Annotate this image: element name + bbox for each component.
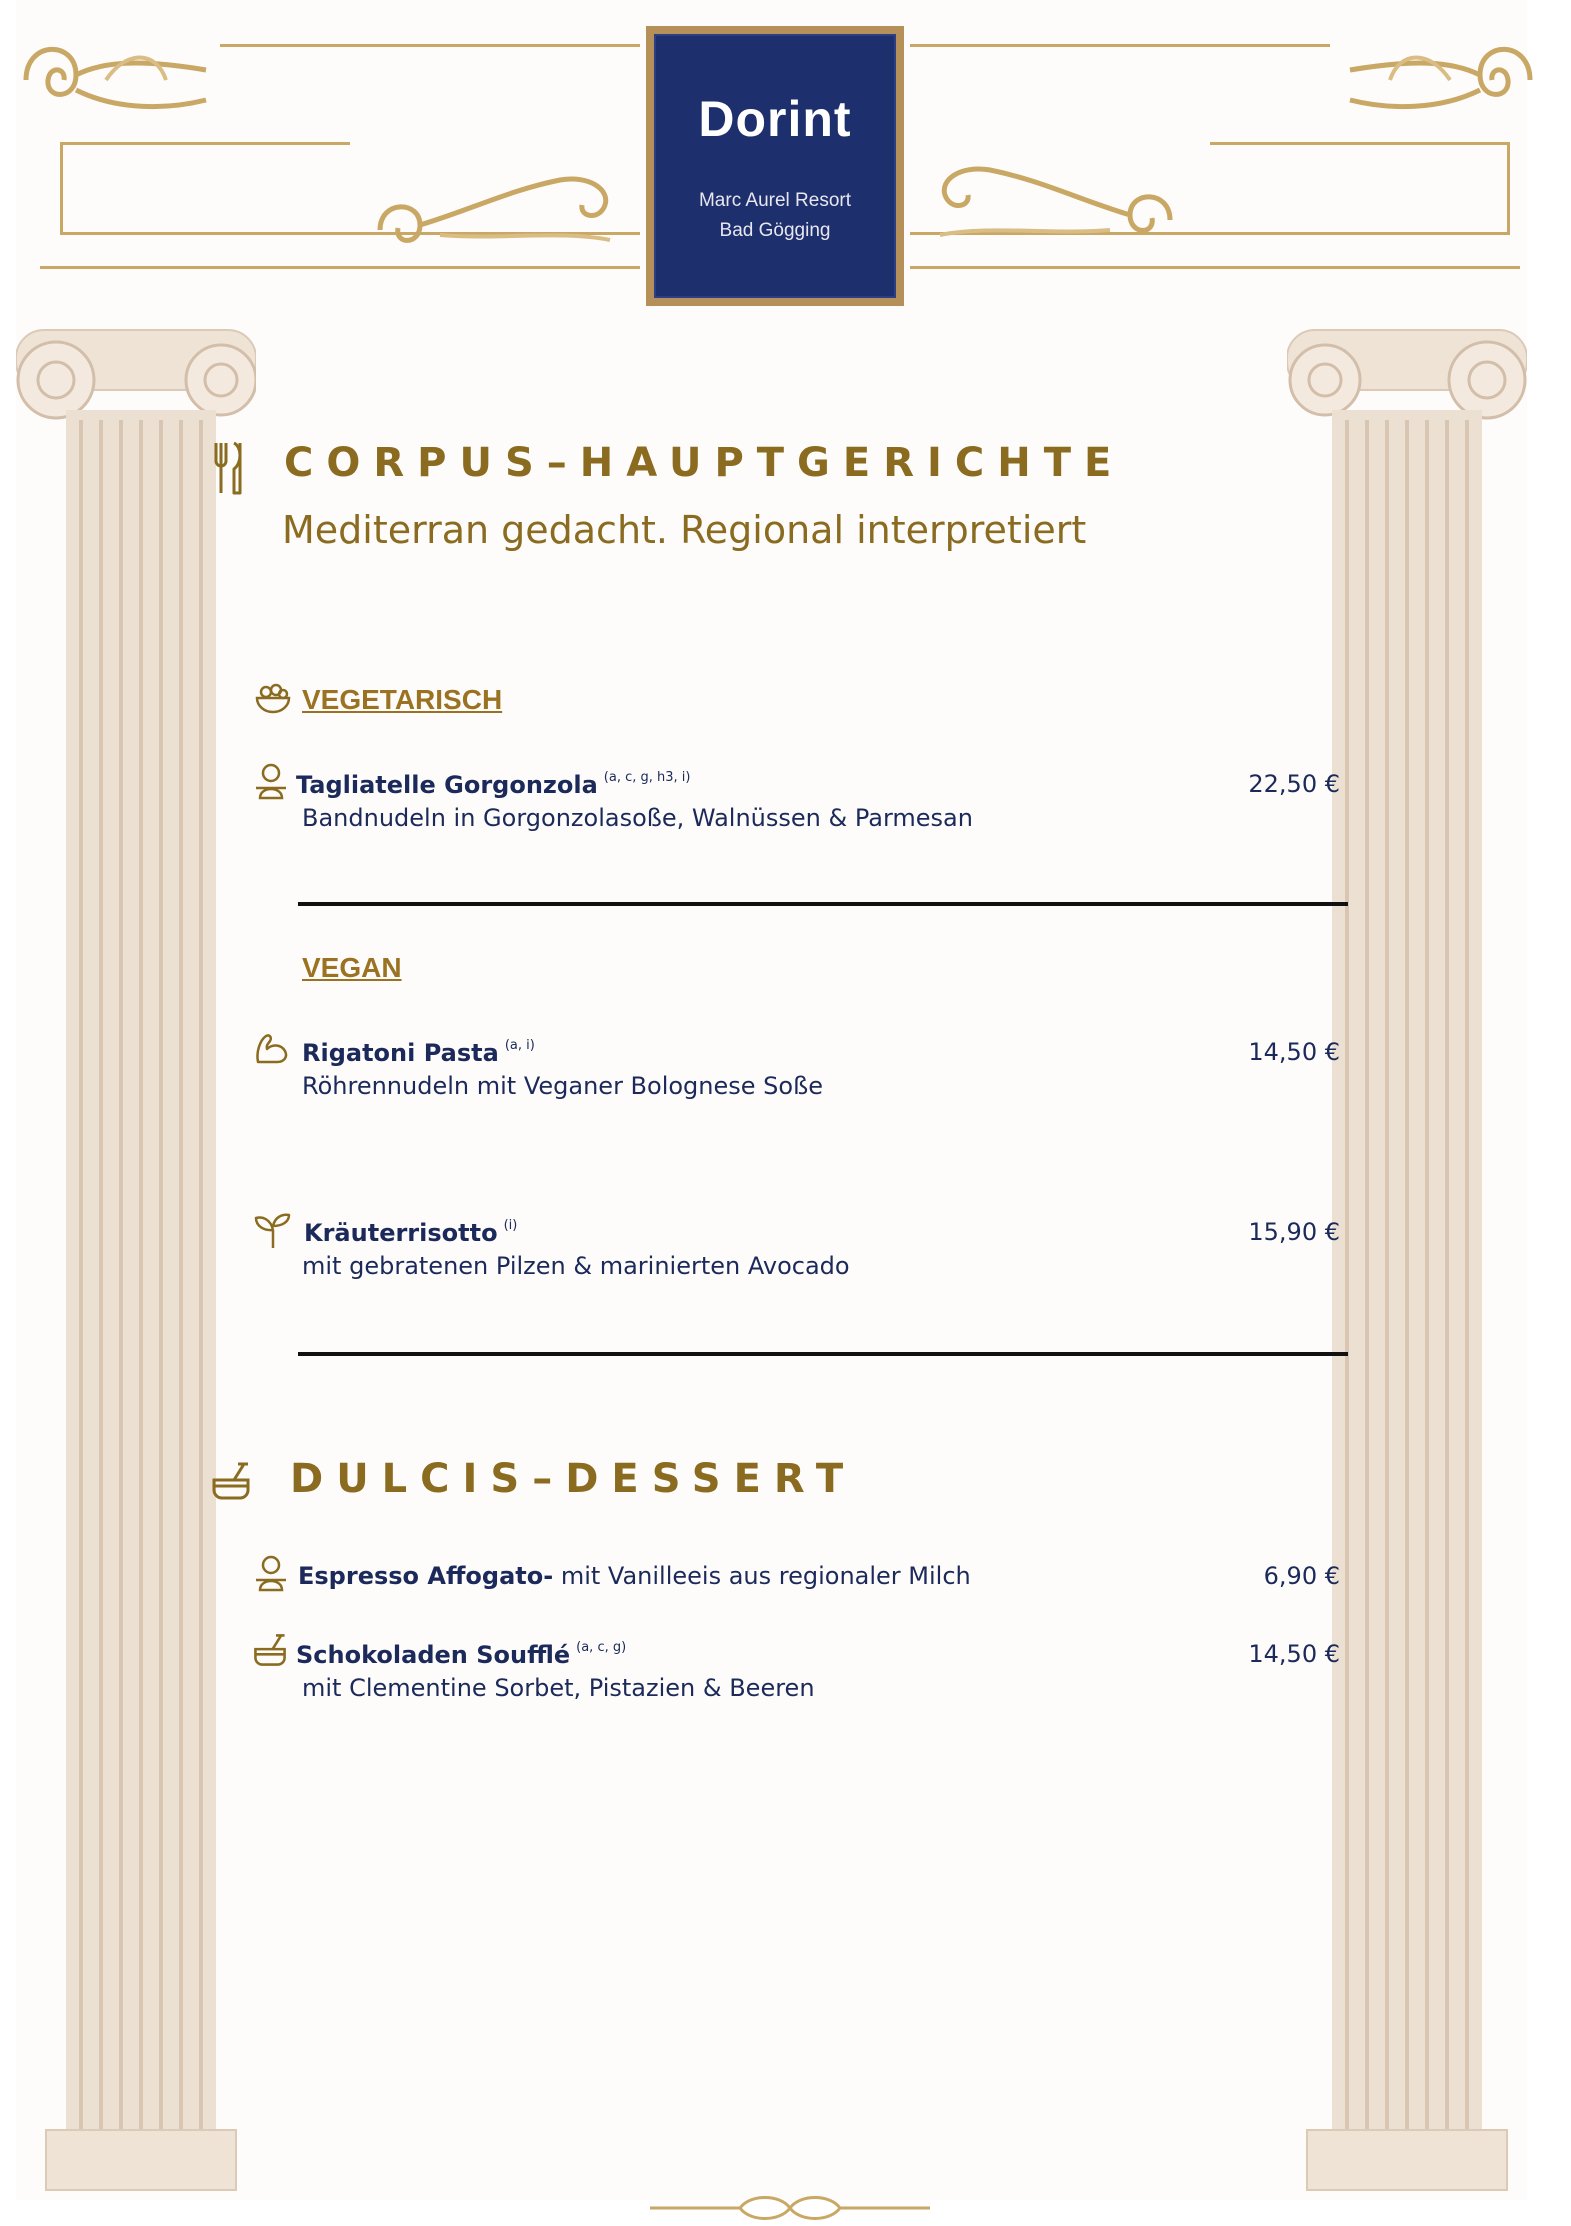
category-vegan: VEGAN (302, 952, 402, 983)
allergens-tagliatelle: (a, c, g, h3, i) (603, 770, 691, 785)
inner-border-left-h (60, 142, 350, 145)
dish-name-souffle (296, 1640, 626, 1669)
top-line-left (220, 44, 640, 47)
dish-desc-tagliatelle: Bandnudeln in Gorgonzolasoße, Walnüssen & Parmesan (302, 804, 973, 832)
main-section-subtitle: Mediterran gedacht. Regional interpretiert (282, 508, 1087, 552)
cutlery-icon (212, 440, 246, 500)
dish-name-risotto (304, 1218, 517, 1247)
allergens-rigatoni: (a, i) (504, 1038, 535, 1053)
dish-name-affogato (298, 1562, 971, 1590)
dish-desc-rigatoni: Röhrennudeln mit Veganer Bolognese Soße (302, 1072, 823, 1100)
allergens-risotto: (i) (503, 1218, 518, 1233)
dish-name-affogato-text: Espresso Affogato- (298, 1562, 554, 1590)
top-border-line-right (910, 266, 1520, 269)
chef-icon (254, 762, 288, 804)
top-border-line-left (40, 266, 640, 269)
logo (646, 26, 904, 306)
salad-bowl-icon (254, 682, 292, 720)
dish-name-tagliatelle (296, 770, 691, 799)
divider-1 (298, 902, 1348, 906)
dish-desc-affogato: mit Vanilleeis aus regionaler Milch (553, 1562, 971, 1590)
dish-desc-souffle: mit Clementine Sorbet, Pistazien & Beeren (302, 1674, 815, 1702)
inner-border-right-v (1507, 142, 1510, 232)
dish-name-risotto-text: Kräuterrisotto (304, 1219, 498, 1247)
dish-desc-risotto: mit gebratenen Pilzen & marinierten Avocado (302, 1252, 850, 1280)
dessert-section-title: DULCIS–DESSERT (290, 1456, 857, 1502)
logo-subtitle-line1: Marc Aurel Resort (698, 190, 852, 211)
top-line-right (910, 44, 1330, 47)
main-section-title: CORPUS–HAUPTGERICHTE (284, 440, 1125, 486)
logo-name: Dorint (698, 91, 852, 147)
price-souffle: 14,50 € (1248, 1640, 1340, 1668)
strong-arm-icon (254, 1032, 290, 1070)
divider-2 (298, 1352, 1348, 1356)
dish-name-rigatoni (302, 1038, 535, 1067)
dish-name-tagliatelle-text: Tagliatelle Gorgonzola (296, 771, 598, 799)
price-risotto: 15,90 € (1248, 1218, 1340, 1246)
scroll-ornament-center-left (360, 150, 620, 260)
dessert-bowl-icon (210, 1460, 252, 1506)
scroll-ornament-top-left (16, 20, 216, 140)
column-left (16, 300, 256, 2200)
chef-icon (254, 1554, 288, 1596)
dish-name-souffle-text: Schokoladen Soufflé (296, 1641, 571, 1669)
logo-subtitle-line2: Bad Gögging (719, 220, 831, 241)
dish-name-rigatoni-text: Rigatoni Pasta (302, 1039, 499, 1067)
category-vegetarian: VEGETARISCH (302, 684, 503, 715)
sprout-icon (254, 1210, 292, 1254)
price-tagliatelle: 22,50 € (1248, 770, 1340, 798)
dessert-bowl-icon (252, 1632, 288, 1672)
scroll-ornament-center-right (920, 120, 1190, 260)
allergens-souffle: (a, c, g) (576, 1640, 627, 1655)
logo-subtitle (699, 186, 851, 246)
logo-panel (654, 34, 896, 298)
column-right (1287, 300, 1527, 2200)
inner-border-left-v (60, 142, 63, 232)
bottom-ornament (640, 2194, 940, 2226)
price-rigatoni: 14,50 € (1248, 1038, 1340, 1066)
inner-border-right-h (1210, 142, 1510, 145)
scroll-ornament-top-right (1340, 20, 1540, 140)
price-affogato: 6,90 € (1263, 1562, 1340, 1590)
